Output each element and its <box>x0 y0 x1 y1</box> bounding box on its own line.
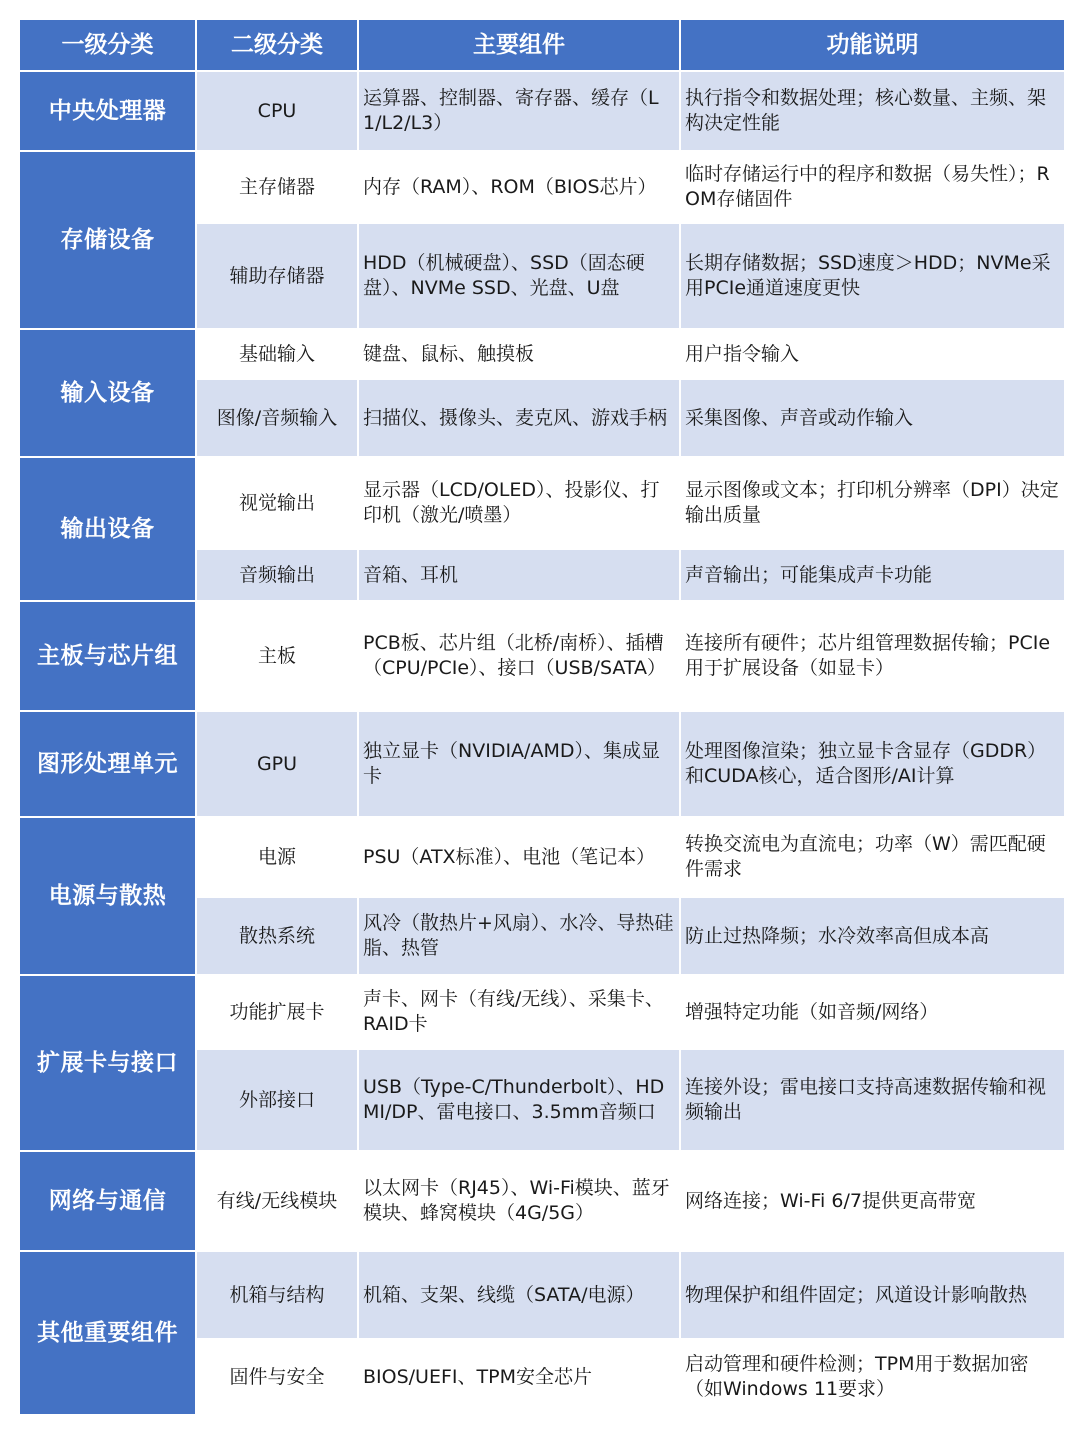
subcategory-cell: GPU <box>196 711 358 817</box>
header-level1-category: 一级分类 <box>19 19 196 71</box>
subcategory-cell: 散热系统 <box>196 897 358 975</box>
components-cell: PSU（ATX标准）、电池（笔记本） <box>358 817 680 897</box>
components-cell: PCB板、芯片组（北桥/南桥）、插槽（CPU/PCIe）、接口（USB/SATA） <box>358 601 680 711</box>
table-row <box>19 817 1065 897</box>
table-row <box>19 601 1065 711</box>
function-cell: 执行指令和数据处理；核心数量、主频、架构决定性能 <box>680 71 1065 151</box>
components-cell: 机箱、支架、线缆（SATA/电源） <box>358 1251 680 1339</box>
subcategory-cell: 主板 <box>196 601 358 711</box>
subcategory-cell: 电源 <box>196 817 358 897</box>
header-function-description: 功能说明 <box>680 19 1065 71</box>
subcategory-cell: 辅助存储器 <box>196 223 358 329</box>
category-cell: 其他重要组件 <box>19 1251 196 1415</box>
components-cell: 以太网卡（RJ45）、Wi-Fi模块、蓝牙模块、蜂窝模块（4G/5G） <box>358 1151 680 1251</box>
components-cell: BIOS/UEFI、TPM安全芯片 <box>358 1339 680 1415</box>
table-row <box>19 711 1065 817</box>
components-cell: HDD（机械硬盘）、SSD（固态硬盘）、NVMe SSD、光盘、U盘 <box>358 223 680 329</box>
header-main-components: 主要组件 <box>358 19 680 71</box>
function-cell: 转换交流电为直流电；功率（W）需匹配硬件需求 <box>680 817 1065 897</box>
category-cell: 存储设备 <box>19 151 196 329</box>
subcategory-cell: 机箱与结构 <box>196 1251 358 1339</box>
function-cell: 长期存储数据；SSD速度＞HDD；NVMe采用PCIe通道速度更快 <box>680 223 1065 329</box>
subcategory-cell: 基础输入 <box>196 329 358 379</box>
category-cell: 主板与芯片组 <box>19 601 196 711</box>
function-cell: 增强特定功能（如音频/网络） <box>680 975 1065 1049</box>
header-level2-category: 二级分类 <box>196 19 358 71</box>
function-cell: 物理保护和组件固定；风道设计影响散热 <box>680 1251 1065 1339</box>
subcategory-cell: 音频输出 <box>196 549 358 601</box>
subcategory-cell: CPU <box>196 71 358 151</box>
components-cell: 扫描仪、摄像头、麦克风、游戏手柄 <box>358 379 680 457</box>
table-row <box>19 329 1065 379</box>
subcategory-cell: 有线/无线模块 <box>196 1151 358 1251</box>
subcategory-cell: 视觉输出 <box>196 457 358 549</box>
components-cell: 独立显卡（NVIDIA/AMD）、集成显卡 <box>358 711 680 817</box>
function-cell: 连接所有硬件；芯片组管理数据传输；PCIe用于扩展设备（如显卡） <box>680 601 1065 711</box>
subcategory-cell: 主存储器 <box>196 151 358 223</box>
components-cell: 声卡、网卡（有线/无线）、采集卡、RAID卡 <box>358 975 680 1049</box>
table-row <box>19 1151 1065 1251</box>
function-cell: 防止过热降频；水冷效率高但成本高 <box>680 897 1065 975</box>
function-cell: 显示图像或文本；打印机分辨率（DPI）决定输出质量 <box>680 457 1065 549</box>
table-body <box>19 71 1065 1415</box>
components-cell: 键盘、鼠标、触摸板 <box>358 329 680 379</box>
subcategory-cell: 固件与安全 <box>196 1339 358 1415</box>
table-row <box>19 975 1065 1049</box>
components-cell: 显示器（LCD/OLED）、投影仪、打印机（激光/喷墨） <box>358 457 680 549</box>
category-cell: 图形处理单元 <box>19 711 196 817</box>
category-cell: 扩展卡与接口 <box>19 975 196 1151</box>
category-cell: 中央处理器 <box>19 71 196 151</box>
table-row <box>19 71 1065 151</box>
category-cell: 网络与通信 <box>19 1151 196 1251</box>
function-cell: 用户指令输入 <box>680 329 1065 379</box>
components-cell: 运算器、控制器、寄存器、缓存（L1/L2/L3） <box>358 71 680 151</box>
function-cell: 临时存储运行中的程序和数据（易失性）；ROM存储固件 <box>680 151 1065 223</box>
function-cell: 启动管理和硬件检测；TPM用于数据加密（如Windows 11要求） <box>680 1339 1065 1415</box>
table-row <box>19 457 1065 549</box>
components-cell: 内存（RAM）、ROM（BIOS芯片） <box>358 151 680 223</box>
function-cell: 网络连接；Wi-Fi 6/7提供更高带宽 <box>680 1151 1065 1251</box>
category-cell: 输出设备 <box>19 457 196 601</box>
header-row <box>19 19 1065 71</box>
subcategory-cell: 外部接口 <box>196 1049 358 1151</box>
subcategory-cell: 功能扩展卡 <box>196 975 358 1049</box>
subcategory-cell: 图像/音频输入 <box>196 379 358 457</box>
category-cell: 电源与散热 <box>19 817 196 975</box>
table-row <box>19 151 1065 223</box>
components-cell: USB（Type-C/Thunderbolt）、HDMI/DP、雷电接口、3.5mm音频口 <box>358 1049 680 1151</box>
components-cell: 风冷（散热片+风扇）、水冷、导热硅脂、热管 <box>358 897 680 975</box>
function-cell: 处理图像渲染；独立显卡含显存（GDDR）和CUDA核心，适合图形/AI计算 <box>680 711 1065 817</box>
function-cell: 采集图像、声音或动作输入 <box>680 379 1065 457</box>
function-cell: 连接外设；雷电接口支持高速数据传输和视频输出 <box>680 1049 1065 1151</box>
hardware-classification-table <box>18 18 1066 1416</box>
components-cell: 音箱、耳机 <box>358 549 680 601</box>
category-cell: 输入设备 <box>19 329 196 457</box>
table-header <box>19 19 1065 71</box>
function-cell: 声音输出；可能集成声卡功能 <box>680 549 1065 601</box>
table-row <box>19 1251 1065 1339</box>
